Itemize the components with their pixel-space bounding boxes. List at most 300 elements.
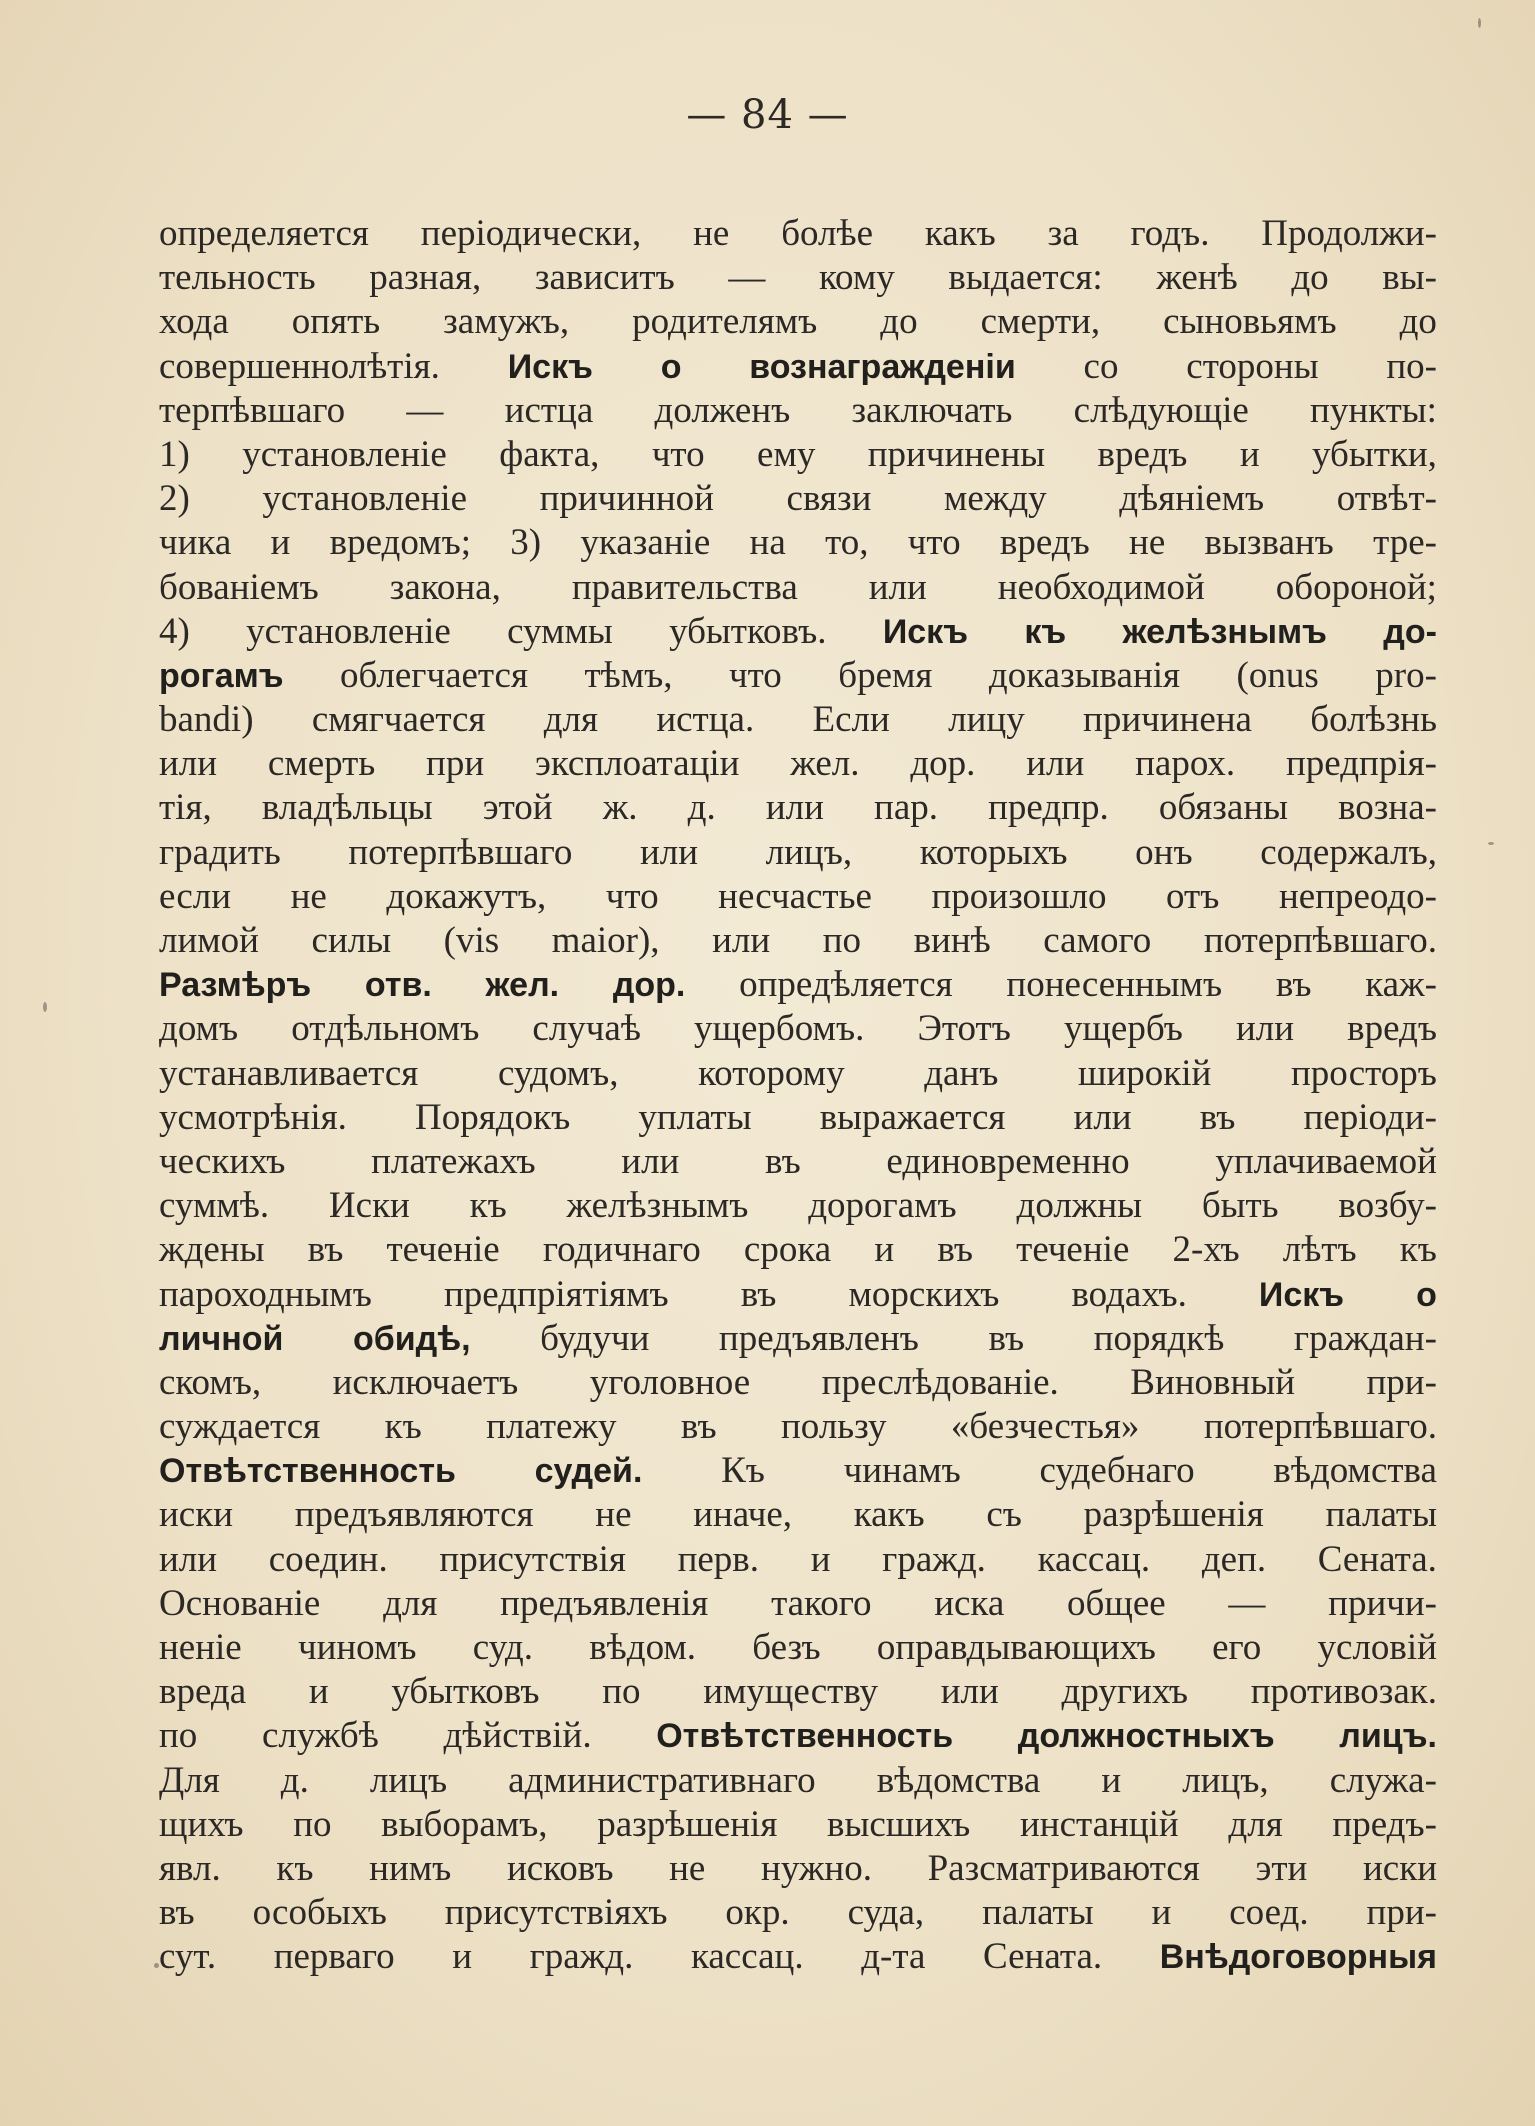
bold-term-word: Искъ [507,347,593,386]
word: самого [1043,920,1152,961]
word: лицъ, [1182,1759,1269,1801]
word: ему [757,433,816,475]
word: винѣ [913,920,991,961]
text-line [159,1273,1437,1317]
bold-term-word: дор. [612,966,686,1005]
word: эксплоатаціи [534,743,740,785]
word: Порядокъ [415,1096,571,1138]
word: или [159,743,218,785]
text-line [159,1714,1437,1758]
text-line [159,345,1437,389]
word: лицу [948,699,1025,741]
word: убытковъ [391,1671,540,1713]
word: болѣзнь [1310,699,1437,741]
text-line [159,1847,1437,1891]
word: годичнаго [542,1229,701,1271]
text-line [159,786,1437,830]
word: ческихъ [159,1140,286,1182]
word: для [1228,1803,1283,1845]
word: закона, [389,566,501,608]
word: суммы [507,610,613,652]
word: предпрія- [1285,743,1437,785]
word: пароходнымъ [159,1273,372,1315]
word: гражд. [529,1936,634,1978]
word: служа- [1329,1759,1437,1801]
word: терпѣвшаго [159,389,346,431]
word: другихъ [1061,1671,1189,1713]
word: необходимой [997,566,1205,608]
word: домъ [159,1008,239,1050]
word: или [639,831,699,873]
bold-term-word: лицъ. [1339,1717,1437,1756]
word: соед. [1229,1892,1309,1934]
word: вредъ [1347,1008,1437,1050]
word: по [293,1803,332,1845]
word: вѣдомства [876,1759,1041,1801]
word: судомъ, [497,1052,619,1094]
word: причи- [1328,1582,1437,1624]
word: теченіе [386,1229,500,1271]
word: (vis [443,920,500,961]
word: общее [1067,1582,1166,1624]
word: усмотрѣнія. [159,1096,347,1138]
word: ущербомъ. [694,1008,865,1050]
bold-term-word: къ [1024,612,1067,651]
word: отвѣт- [1336,478,1437,520]
word: бованіемъ [159,566,319,608]
word: ждены [159,1229,265,1271]
word: д-та [861,1936,926,1978]
bold-term-word: жел. [485,966,560,1005]
page-number: — 84 — [686,92,849,138]
word: желѣзнымъ [566,1185,749,1227]
text-line [159,1493,1437,1537]
word: оправдывающихъ [876,1627,1156,1668]
text-line [159,1759,1437,1803]
word: къ [384,1406,422,1448]
word: теченіе [1016,1229,1130,1271]
word: иска [934,1582,1005,1624]
word: лицъ [369,1759,448,1801]
word: въ [988,1317,1025,1359]
word: 1) [159,433,190,475]
word: иски [1363,1847,1437,1889]
word: не [290,875,327,917]
word: въ [740,1273,777,1315]
text-line [159,1935,1437,1979]
word: ущербъ [1063,1008,1183,1050]
word: до [880,301,918,343]
ink-speck [1488,842,1494,845]
word: особыхъ [252,1892,387,1934]
word: убытковъ. [669,610,827,652]
word: и [1101,1759,1122,1801]
word: что [651,433,705,475]
ink-speck [43,1002,47,1012]
word: въ [937,1229,973,1271]
word: или [1235,1008,1295,1050]
word: родителямъ [632,301,818,343]
word: (onus [1236,654,1319,696]
text-line [159,1670,1437,1714]
word: соедин. [268,1538,388,1580]
word: административнаго [508,1759,816,1801]
word: судебнаго [1039,1450,1195,1492]
text-line [159,256,1437,300]
word: условій [1317,1627,1437,1668]
word: противозак. [1250,1671,1437,1713]
word: ж. [602,787,638,829]
word: вызванъ [1204,522,1334,564]
text-line [159,1803,1437,1847]
word: предъявляются [294,1494,534,1536]
word: палаты [1325,1494,1437,1536]
word: хода [159,301,229,343]
word: указаніе [580,522,711,564]
word: возна- [1338,787,1437,829]
word: для [383,1582,438,1624]
word: каж- [1365,964,1437,1006]
word: кассац. [690,1936,804,1978]
word: то, [825,522,869,564]
text-line [159,212,1437,256]
word: что [605,875,659,917]
word: чиномъ [297,1627,417,1668]
word: — [728,257,766,299]
word: устанавливается [159,1052,419,1094]
word: суждается [159,1406,321,1448]
word: при- [1366,1361,1437,1403]
word: присутствія [439,1538,626,1580]
text-line [159,1184,1437,1228]
word: предъ- [1332,1803,1437,1845]
word: 2) [159,478,190,520]
ink-speck [154,1963,159,1968]
text-line [159,433,1437,477]
word: платежахъ [371,1140,536,1182]
word: и [874,1229,895,1271]
word: докажутъ, [386,875,547,917]
word: кассац. [1037,1538,1151,1580]
word: возбу- [1338,1185,1437,1227]
word: вреда [159,1671,247,1713]
word: потерпѣвшаго. [1203,920,1437,961]
word: выдается: [948,257,1103,299]
word: совершеннолѣтія. [159,345,440,387]
bold-term-word: о [1416,1275,1437,1314]
word: просторъ [1290,1052,1437,1094]
word: уплаты [638,1096,752,1138]
word: не [693,213,730,254]
word: лѣтъ [1282,1229,1357,1271]
word: Если [812,699,890,741]
word: нужно. [761,1847,872,1889]
bold-term-word: Внѣдоговорныя [1159,1938,1437,1977]
word: облегчается [340,654,528,696]
word: Иски [328,1185,410,1227]
word: отдѣльномъ [291,1008,480,1050]
word: вредомъ; [329,522,471,564]
word: періодически, [420,213,642,254]
word: преслѣдованіе. [821,1361,1059,1403]
word: разрѣшенія [597,1803,778,1845]
word: окр. [725,1892,790,1934]
word: неніе [159,1627,242,1668]
word: быть [1201,1185,1279,1227]
text-line [159,1626,1437,1670]
word: исковъ [506,1847,614,1889]
word: въ [307,1229,344,1271]
word: 4) [159,610,190,652]
word: и [1239,433,1260,475]
bold-term-word: о [660,347,682,386]
word: установленіе [242,433,447,475]
body-text [159,212,1437,1980]
text-line [159,1405,1437,1449]
word: Сената. [1317,1538,1437,1580]
word: инстанцій [1019,1803,1179,1845]
word: произошло [931,875,1107,917]
word: — [406,389,444,431]
text-line [159,1007,1437,1051]
text-line [159,1317,1437,1361]
text-line [159,477,1437,521]
word: случаѣ [532,1008,641,1050]
word: не [1129,522,1166,564]
word: maior), [551,920,660,961]
bold-term-word: рогамъ [159,656,284,695]
word: суда, [847,1892,925,1934]
word: лицъ, [765,831,853,873]
word: факта, [499,433,600,475]
word: предъявленъ [718,1317,919,1359]
bold-term-word: личной [159,1319,284,1358]
text-line [159,1228,1437,1272]
word: обороной; [1275,566,1437,608]
word: чика [159,522,232,564]
word: Для [159,1759,220,1801]
bold-term-word: обидѣ, [352,1319,471,1358]
word: будучи [540,1317,650,1359]
word: пункты: [1310,389,1437,431]
word: тре- [1373,522,1437,564]
bold-term-word: до- [1383,612,1437,651]
word: содержалъ, [1260,831,1437,873]
word: которому [698,1052,845,1094]
word: въ [159,1892,195,1934]
word: потерпѣвшаго. [1203,1406,1437,1448]
word: Основаніе [159,1582,321,1624]
word: или [1026,743,1085,785]
word: при [426,743,485,785]
word: лимой [159,920,259,961]
text-line [159,742,1437,786]
bold-term-word: вознагражденіи [749,347,1016,386]
word: безъ [752,1627,821,1668]
bold-term-word: Размѣръ [159,966,312,1005]
word: водахъ. [1071,1273,1187,1315]
word: не [669,1847,706,1889]
word: правительства [571,566,798,608]
word: морскихъ [848,1273,1000,1315]
bold-term-word: Искъ [882,612,968,651]
word: имуществу [703,1671,879,1713]
word: д. [280,1759,309,1801]
word: стороны [1186,345,1319,387]
word: или [868,566,927,608]
word: этой [482,787,553,829]
word: — [1228,1582,1266,1624]
word: 2-хъ [1172,1229,1240,1271]
word: парох. [1135,743,1236,785]
word: и [810,1538,831,1580]
word: установленіе [246,610,451,652]
text-line [159,1449,1437,1493]
word: его [1212,1627,1262,1668]
word: истца. [656,699,755,741]
word: къ [276,1847,314,1889]
word: смягчается [311,699,486,741]
word: определяется [159,213,369,254]
word: Къ [721,1450,765,1492]
word: бремя [838,654,933,696]
word: женѣ [1156,257,1238,299]
word: за [1047,213,1079,254]
word: болѣе [781,213,874,254]
text-line [159,1361,1437,1405]
word: вы- [1382,257,1437,299]
word: разная, [369,257,482,299]
word: опредѣляется [739,964,953,1006]
word: или [1073,1096,1132,1138]
word: иски [159,1494,233,1536]
word: какъ [853,1494,925,1536]
word: граждан- [1293,1317,1437,1359]
word: смерти, [980,301,1101,343]
word: выражается [819,1096,1006,1138]
word: причинной [539,478,714,520]
word: истца [504,389,594,431]
word: въ [765,1140,801,1182]
word: годъ. [1130,213,1210,254]
word: предпріятіямъ [443,1273,669,1315]
word: между [943,478,1047,520]
bold-term-word: отв. [364,966,432,1005]
word: несчастье [718,875,872,917]
word: нимъ [369,1847,452,1889]
word: сыновьямъ [1163,301,1337,343]
word: понесеннымъ [1006,964,1223,1006]
word: онъ [1135,831,1193,873]
text-line [159,521,1437,565]
word: или [940,1671,999,1713]
word: до [1291,257,1329,299]
word: непреодо- [1278,875,1437,917]
text-line [159,1052,1437,1096]
word: слѣдующіе [1073,389,1249,431]
word: порядкѣ [1093,1317,1225,1359]
word: bandi) [159,699,254,741]
word: что [729,654,782,696]
word: установленіе [262,478,468,520]
word: широкій [1078,1052,1212,1094]
word: Этотъ [917,1008,1011,1050]
bold-term-word: должностныхъ [1017,1717,1275,1756]
word: при- [1366,1892,1437,1934]
word: пар. [874,787,939,829]
word: должны [1016,1185,1143,1227]
word: иначе, [693,1494,793,1536]
word: или [712,920,771,961]
word: Виновный [1130,1361,1295,1403]
word: перваго [273,1936,395,1978]
text-line [159,963,1437,1007]
word: по- [1386,345,1437,387]
word: кому [818,257,895,299]
word: со [1083,345,1119,387]
word: если [159,875,232,917]
text-line [159,566,1437,610]
word: Сената. [983,1936,1103,1978]
word: вѣдомства [1273,1450,1437,1492]
word: и [270,522,291,564]
bold-term-word: судей. [534,1452,643,1491]
word: исключаетъ [332,1361,519,1403]
word: или [621,1140,680,1182]
word: службѣ [261,1715,379,1757]
word: въ [1199,1096,1236,1138]
text-line [159,300,1437,344]
word: тѣмъ, [584,654,673,696]
text-line [159,1891,1437,1935]
bold-term-word: Отвѣтственность [159,1452,456,1491]
bold-term-word: желѣзнымъ [1122,612,1327,651]
word: съ [986,1494,1022,1536]
word: 3) [510,522,542,564]
text-line [159,610,1437,654]
word: уголовное [589,1361,751,1403]
text-line [159,875,1437,919]
text-line [159,1140,1437,1184]
word: долженъ [654,389,791,431]
word: зависитъ [534,257,675,299]
word: или [765,787,824,829]
word: д. [687,787,716,829]
word: причинена [1083,699,1252,741]
word: единовременно [886,1140,1130,1182]
word: «безчестья» [950,1406,1140,1448]
word: убытки, [1312,433,1437,475]
word: высшихъ [827,1803,971,1845]
word: потерпѣвшаго [348,831,573,873]
word: обязаны [1158,787,1288,829]
word: для [543,699,599,741]
word: суд. [472,1627,533,1668]
word: гражд. [882,1538,986,1580]
word: данъ [924,1052,999,1094]
word: и [452,1936,472,1978]
word: въ [680,1406,717,1448]
text-line [159,389,1437,433]
bold-term-word: Отвѣтственность [656,1717,954,1756]
word: періоди- [1303,1096,1437,1138]
word: уплачиваемой [1215,1140,1437,1182]
word: pro- [1375,654,1437,696]
word: щихъ [159,1803,244,1845]
word: къ [1399,1229,1437,1271]
word: суммѣ. [159,1185,270,1227]
word: предъявленія [500,1582,709,1624]
